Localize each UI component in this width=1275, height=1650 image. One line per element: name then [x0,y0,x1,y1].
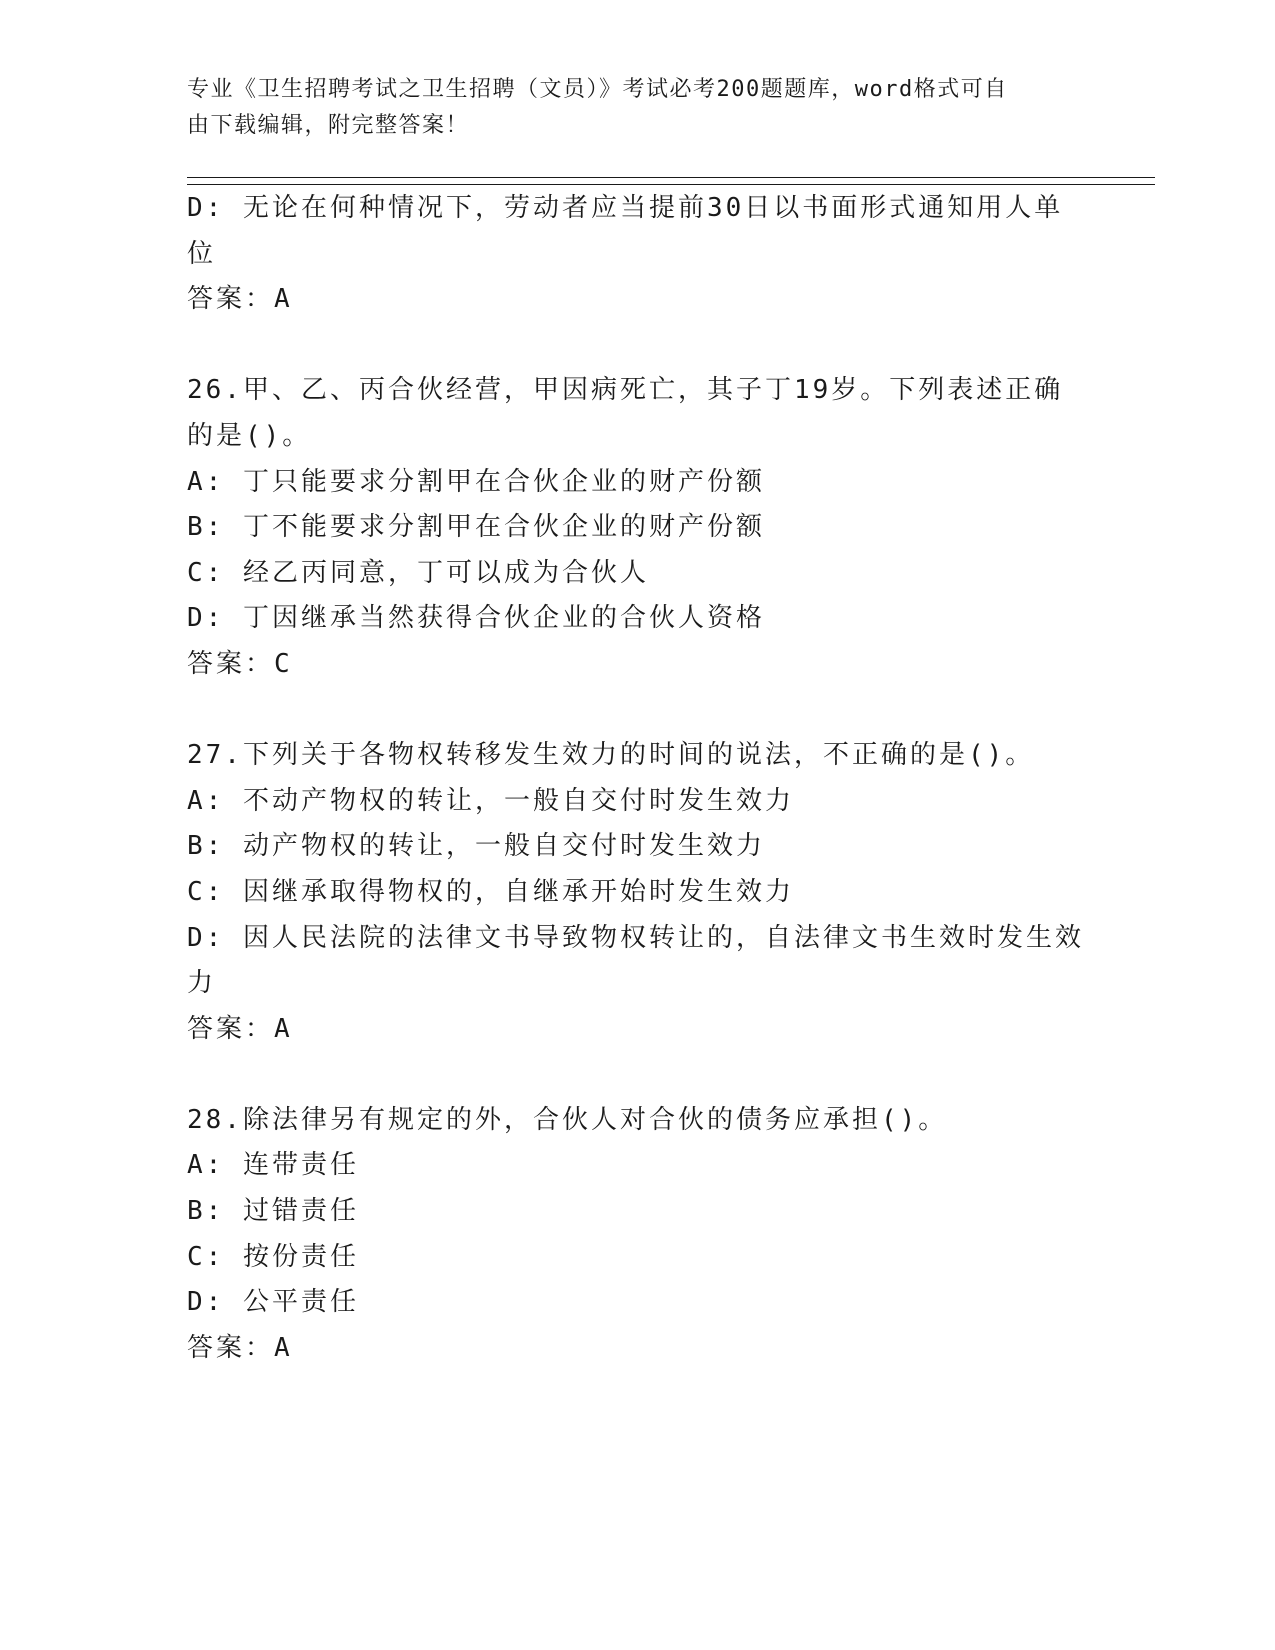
answer-line: 答案：A [187,284,293,315]
option-a: A: 连带责任 [187,1150,359,1181]
option-b: B: 过错责任 [187,1196,359,1227]
spacer [187,323,1067,369]
header-double-rule [187,177,1155,185]
option-d: D: 丁因继承当然获得合伙企业的合伙人资格 [187,603,765,634]
question-stem-line-1: 26.甲、乙、丙合伙经营，甲因病死亡，其子丁19岁。下列表述正确 [187,375,1064,406]
option-d-line-1: D: 因人民法院的法律文书导致物权转让的，自法律文书生效时发生效 [187,922,1084,953]
page-header [187,72,1067,144]
header-line-1: 专业《卫生招聘考试之卫生招聘（文员）》考试必考200题题库，word格式可自 [187,77,1008,102]
option-d: D: 公平责任 [187,1287,359,1318]
option-d-line-1: D: 无论在何种情况下，劳动者应当提前30日以书面形式通知用人单 [187,193,1064,223]
question-28 [187,1098,1067,1372]
option-b: B: 丁不能要求分割甲在合伙企业的财产份额 [187,512,765,543]
question-26 [187,368,1067,687]
question-stem-line-2: 的是()。 [187,420,312,451]
question-stem: 27.下列关于各物权转移发生效力的时间的说法，不正确的是()。 [187,740,1035,771]
option-c: C: 经乙丙同意，丁可以成为合伙人 [187,557,649,588]
answer-line: 答案：A [187,1013,293,1044]
option-d-line-2: 位 [187,238,217,269]
option-a: A: 丁只能要求分割甲在合伙企业的财产份额 [187,466,765,497]
option-c: C: 按份责任 [187,1241,359,1272]
prev-question-tail [187,186,1067,323]
spacer [187,688,1067,734]
option-d-line-2: 力 [187,968,217,999]
answer-line: 答案：C [187,648,293,679]
question-27 [187,733,1084,1052]
answer-line: 答案：A [187,1332,293,1363]
question-stem: 28.除法律另有规定的外，合伙人对合伙的债务应承担()。 [187,1104,948,1135]
option-c: C: 因继承取得物权的，自继承开始时发生效力 [187,876,794,907]
document-body [187,186,1084,1371]
header-line-2: 由下载编辑，附完整答案！ [187,113,470,138]
spacer [187,1052,1067,1098]
option-a: A: 不动产物权的转让，一般自交付时发生效力 [187,785,794,816]
option-b: B: 动产物权的转让，一般自交付时发生效力 [187,831,765,862]
